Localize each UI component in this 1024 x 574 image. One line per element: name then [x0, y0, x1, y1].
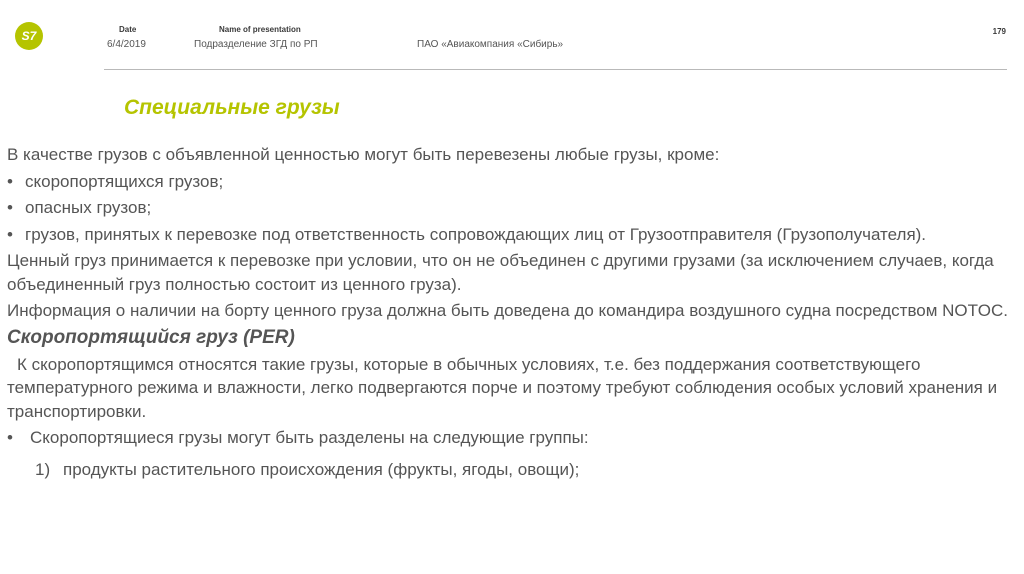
slide-body [7, 143, 1012, 481]
notoc-info: Информация о наличии на борту ценного груза должна быть доведена до командира воздушного судна посредством NOTOC. [7, 301, 1008, 320]
presentation-label: Name of presentation [219, 25, 301, 34]
bullet-icon: • [7, 198, 13, 217]
header-divider [104, 69, 1007, 70]
exception-item [7, 196, 1012, 220]
per-definition: К скоропортящимся относятся такие грузы, которые в обычных условиях, т.е. без поддержания соответствующего температурного режима и влажности, легко подвергаются порче и поэтому требуют соблюдения особых условий хранения и транспортировки. [7, 354, 998, 421]
exception-item [7, 170, 1012, 194]
page-number: 179 [992, 27, 1006, 36]
company-name: ПАО «Авиакомпания «Сибирь» [417, 39, 564, 50]
per-subtitle: Скоропортящийся груз (PER) [7, 326, 295, 348]
slide-title: Специальные грузы [124, 96, 340, 119]
group-text: продукты растительного происхождения (фрукты, ягоды, овощи); [63, 459, 580, 479]
bullet-icon: • [7, 428, 13, 447]
date-label: Date [119, 25, 137, 34]
groups-intro-item [7, 426, 1012, 450]
bullet-icon: • [7, 171, 13, 191]
exception-text: скоропортящихся грузов; [25, 171, 224, 191]
exception-text: опасных грузов; [25, 198, 152, 217]
groups-intro-text: Скоропортящиеся грузы могут быть разделены на следующие группы: [30, 428, 589, 447]
exception-item [7, 223, 1012, 247]
date-value: 6/4/2019 [107, 39, 146, 50]
valuable-cargo-condition: Ценный груз принимается к перевозке при условии, что он не объединен с другими грузами (за исключением случаев, когда объединенный груз полностью состоит из ценного груза). [7, 251, 994, 294]
group-item [7, 458, 1012, 482]
bullet-icon: • [7, 224, 13, 244]
presentation-value: Подразделение ЗГД по РП [194, 39, 318, 50]
s7-logo: S7 [15, 22, 43, 50]
group-number: 1) [35, 459, 51, 479]
exception-text: грузов, принятых к перевозке под ответственность сопровождающих лиц от Грузоотправителя (Грузополучателя). [25, 224, 927, 244]
intro-text: В качестве грузов с объявленной ценностью могут быть перевезены любые грузы, кроме: [7, 145, 720, 164]
